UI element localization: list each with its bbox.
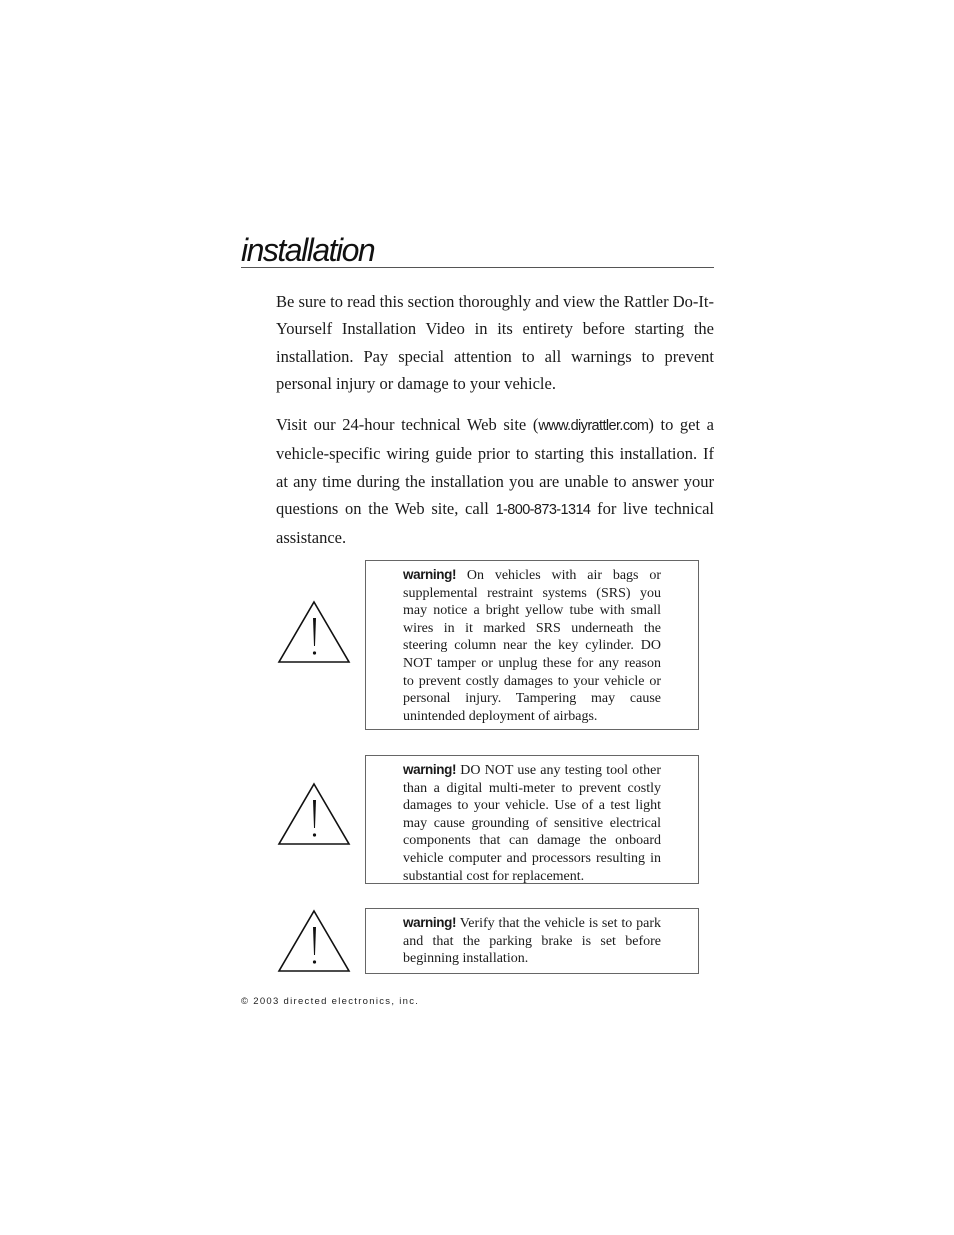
warning-text	[403, 761, 661, 885]
section-heading	[241, 234, 714, 268]
paragraph-text: Visit our 24-hour technical Web site (	[276, 415, 539, 434]
copyright-footer: © 2003 directed electronics, inc.	[241, 996, 420, 1007]
warning-label: warning!	[403, 567, 457, 582]
intro-paragraph-2	[276, 411, 714, 551]
warning-box	[365, 560, 699, 730]
warning-triangle-icon	[277, 909, 351, 973]
warning-text	[403, 566, 661, 725]
warning-body: DO NOT use any testing tool other than a digital multi-meter to prevent costly damages to your vehicle. Use of a test light may cause grounding of sensitive electrical components that can damage the onboard vehicle computer and processors resulting in substantial cost for replacement.	[403, 763, 662, 884]
support-phone: 1-800-873-1314	[495, 501, 591, 518]
warning-box	[365, 755, 699, 884]
paragraph-text: for live technical assistance.	[276, 498, 715, 548]
warning-label: warning!	[403, 762, 457, 777]
warning-label: warning!	[403, 915, 457, 930]
warning-box	[365, 908, 699, 974]
paragraph-text: ) to get a vehicle-specific wiring guide prior to starting this installation. If at any time during the installation you are unable to answer your questions on the Web site, call	[276, 415, 714, 518]
warning-triangle-icon	[277, 782, 351, 846]
warning-triangle-icon	[277, 600, 351, 664]
warning-text	[403, 914, 661, 968]
website-link[interactable]: www.diyrattler.com	[538, 418, 649, 434]
section-title: installation	[241, 232, 375, 268]
warning-body: Verify that the vehicle is set to park and that the parking brake is set before beginning installation.	[403, 916, 661, 967]
intro-paragraph-1: Be sure to read this section thoroughly and view the Rattler Do-It-Yourself Installation Video in its entirety before starting the installation. Pay special attention to all warnings to prevent personal injury or damage to your vehicle.	[276, 292, 714, 393]
warning-body: On vehicles with air bags or supplemental restraint systems (SRS) you may notice a bright yellow tube with small wires in it marked SRS underneath the steering column near the key cylinder. DO NOT tamper or unplug these for any reason to prevent costly damages to your vehicle or personal injury. Tampering may cause unintended deployment of airbags.	[403, 568, 661, 724]
